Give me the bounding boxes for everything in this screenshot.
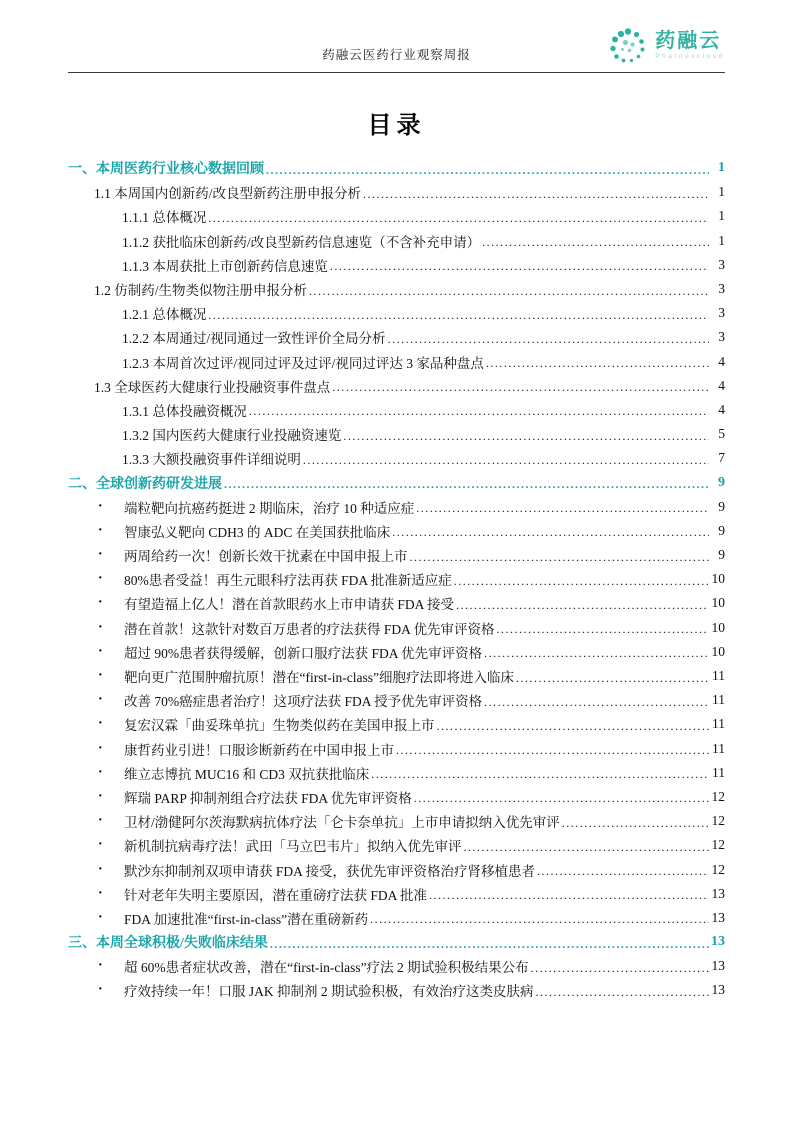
toc-entry-title: 1.2 仿制药/生物类似物注册申报分析 bbox=[94, 283, 308, 299]
toc-entry[interactable] bbox=[68, 906, 725, 930]
toc-entry-page: 10 bbox=[711, 619, 725, 635]
toc-entry-page: 3 bbox=[718, 329, 725, 345]
toc-entry[interactable] bbox=[68, 543, 725, 567]
toc-entry[interactable] bbox=[68, 882, 725, 906]
toc-entry-title: 疗效持续一年！口服 JAK 抑制剂 2 期试验积极，有效治疗这类皮肤病 bbox=[124, 984, 534, 1000]
toc-entry-title: 1.2.2 本周通过/视同通过一致性评价全局分析 bbox=[122, 331, 386, 347]
toc-entry[interactable] bbox=[68, 495, 725, 519]
toc-entry-page: 12 bbox=[711, 813, 725, 829]
bullet-icon: · bbox=[98, 813, 103, 829]
toc-entry[interactable] bbox=[68, 374, 725, 398]
toc-entry[interactable] bbox=[68, 857, 725, 881]
toc-entry-title: 针对老年失明主要原因，潜在重磅疗法获 FDA 批准 bbox=[124, 887, 428, 903]
dot-leader bbox=[392, 525, 709, 540]
toc-entry-page: 12 bbox=[711, 837, 725, 853]
dot-leader bbox=[482, 235, 709, 250]
toc-entry-page: 11 bbox=[712, 668, 725, 684]
dot-leader bbox=[414, 791, 709, 806]
bullet-icon: · bbox=[98, 837, 103, 853]
dot-leader bbox=[456, 598, 709, 613]
toc-entry-page: 1 bbox=[718, 160, 725, 176]
dot-leader bbox=[516, 671, 709, 686]
toc-entry[interactable] bbox=[68, 978, 725, 1002]
bullet-icon: · bbox=[98, 595, 103, 611]
toc-entry-page: 4 bbox=[718, 353, 725, 369]
toc-entry[interactable] bbox=[68, 325, 725, 349]
toc-entry-title: 改善 70%癌症患者治疗！这项疗法获 FDA 授予优先审评资格 bbox=[124, 694, 483, 710]
toc-entry-page: 3 bbox=[718, 281, 725, 297]
logo-text bbox=[655, 31, 725, 61]
toc-entry-page: 13 bbox=[711, 885, 725, 901]
bullet-icon: · bbox=[98, 522, 103, 538]
toc-entry-title: 二、全球创新药研发进展 bbox=[68, 476, 222, 492]
toc-entry[interactable] bbox=[68, 301, 725, 325]
dot-leader bbox=[208, 308, 709, 323]
brand-logo bbox=[608, 26, 725, 66]
toc-entry-page: 13 bbox=[711, 909, 725, 925]
dot-leader bbox=[537, 864, 709, 879]
toc-entry-title: 1.2.3 本周首次过评/视同过评及过评/视同过评达 3 家品种盘点 bbox=[122, 355, 484, 371]
bullet-icon: · bbox=[98, 668, 103, 684]
bullet-icon: · bbox=[98, 692, 103, 708]
toc-entry-page: 10 bbox=[711, 571, 725, 587]
toc-entry[interactable] bbox=[68, 567, 725, 591]
toc-entry-page: 11 bbox=[712, 716, 725, 732]
toc-entry-page: 13 bbox=[711, 958, 725, 974]
toc-entry[interactable] bbox=[68, 737, 725, 761]
bullet-icon: · bbox=[98, 547, 103, 563]
report-header-title: 药融云医药行业观察周报 bbox=[322, 48, 471, 62]
toc-entry-title: 维立志博抗 MUC16 和 CD3 双抗获批临床 bbox=[124, 766, 370, 782]
toc-entry-page: 1 bbox=[718, 208, 725, 224]
toc-entry[interactable] bbox=[68, 785, 725, 809]
page-header bbox=[68, 0, 725, 73]
toc-entry-page: 10 bbox=[711, 643, 725, 659]
toc-entry-title: 1.3.1 总体投融资概况 bbox=[122, 403, 247, 419]
toc-entry-title: 两周给药一次！创新长效干扰素在中国申报上市 bbox=[124, 549, 408, 565]
toc-entry-page: 4 bbox=[718, 401, 725, 417]
toc-entry-page: 11 bbox=[712, 740, 725, 756]
toc-entry[interactable] bbox=[68, 616, 725, 640]
toc-entry-title: 1.1.1 总体概况 bbox=[122, 210, 207, 226]
toc-entry-title: 三、本周全球积极/失败临床结果 bbox=[68, 936, 268, 952]
toc-entry-title: FDA 加速批准“first-in-class”潜在重磅新药 bbox=[124, 911, 369, 927]
dot-leader bbox=[343, 429, 709, 444]
toc-entry-title: 智康弘义靶向 CDH3 的 ADC 在美国获批临床 bbox=[124, 524, 391, 540]
dot-leader bbox=[484, 695, 709, 710]
toc-entry[interactable] bbox=[68, 253, 725, 277]
dot-leader bbox=[464, 840, 710, 855]
toc-entry-title: 1.1 本周国内创新药/改良型新药注册申报分析 bbox=[94, 186, 362, 202]
toc-entry-page: 3 bbox=[718, 256, 725, 272]
toc-entry-title: 辉瑞 PARP 抑制剂组合疗法获 FDA 优先审评资格 bbox=[124, 790, 412, 806]
logo-brand-name: 药融云 bbox=[655, 30, 722, 53]
bullet-icon: · bbox=[98, 861, 103, 877]
toc-entry[interactable] bbox=[68, 954, 725, 978]
toc-entry[interactable] bbox=[68, 664, 725, 688]
toc-entry-title: 1.1.2 获批临床创新药/改良型新药信息速览（不含补充申请） bbox=[122, 234, 481, 250]
toc-entry-title: 1.3.2 国内医药大健康行业投融资速览 bbox=[122, 428, 342, 444]
toc-entry[interactable] bbox=[68, 398, 725, 422]
dot-leader bbox=[270, 937, 709, 952]
dot-leader bbox=[484, 646, 709, 661]
toc-entry-page: 9 bbox=[718, 547, 725, 563]
toc-entry[interactable] bbox=[68, 422, 725, 446]
toc-entry[interactable] bbox=[68, 833, 725, 857]
toc-entry[interactable] bbox=[68, 591, 725, 615]
toc-entry[interactable] bbox=[68, 930, 725, 954]
toc-entry-title: 1.3 全球医药大健康行业投融资事件盘点 bbox=[94, 379, 331, 395]
toc-entry-title: 一、本周医药行业核心数据回顾 bbox=[68, 162, 264, 178]
toc-entry[interactable] bbox=[68, 277, 725, 301]
dot-leader bbox=[416, 501, 709, 516]
toc-entry-page: 9 bbox=[718, 522, 725, 538]
toc-entry-page: 9 bbox=[718, 474, 725, 490]
table-of-contents bbox=[68, 156, 725, 1003]
toc-entry-title: 1.1.3 本周获批上市创新药信息速览 bbox=[122, 258, 328, 274]
toc-entry[interactable] bbox=[68, 180, 725, 204]
toc-entry-page: 10 bbox=[711, 595, 725, 611]
toc-entry-page: 7 bbox=[718, 450, 725, 466]
toc-entry-title: 卫材/渤健阿尔茨海默病抗体疗法「仑卡奈单抗」上市申请拟纳入优先审评 bbox=[124, 815, 560, 831]
bullet-icon: · bbox=[98, 982, 103, 998]
toc-entry-page: 11 bbox=[712, 764, 725, 780]
dot-leader bbox=[309, 284, 709, 299]
toc-entry-title: 1.3.3 大额投融资事件详细说明 bbox=[122, 452, 301, 468]
toc-entry[interactable] bbox=[68, 640, 725, 664]
toc-entry[interactable] bbox=[68, 446, 725, 470]
bullet-icon: · bbox=[98, 716, 103, 732]
toc-entry-page: 5 bbox=[718, 426, 725, 442]
toc-entry[interactable] bbox=[68, 470, 725, 494]
toc-entry-title: 1.2.1 总体概况 bbox=[122, 307, 207, 323]
toc-entry-page: 1 bbox=[718, 232, 725, 248]
bullet-icon: · bbox=[98, 571, 103, 587]
dot-leader bbox=[224, 477, 709, 492]
dot-leader bbox=[429, 888, 709, 903]
toc-entry[interactable] bbox=[68, 809, 725, 833]
toc-entry[interactable] bbox=[68, 156, 725, 180]
bullet-icon: · bbox=[98, 885, 103, 901]
toc-entry-page: 11 bbox=[712, 692, 725, 708]
toc-entry-title: 80%患者受益！再生元眼科疗法再获 FDA 批准新适应症 bbox=[124, 573, 452, 589]
bullet-icon: · bbox=[98, 764, 103, 780]
dot-leader bbox=[536, 985, 709, 1000]
dot-leader bbox=[371, 767, 709, 782]
toc-entry-page: 12 bbox=[711, 861, 725, 877]
toc-entry-page: 4 bbox=[718, 377, 725, 393]
bullet-icon: · bbox=[98, 498, 103, 514]
dot-leader bbox=[396, 743, 709, 758]
bullet-icon: · bbox=[98, 619, 103, 635]
toc-entry[interactable] bbox=[68, 688, 725, 712]
dot-leader bbox=[330, 259, 709, 274]
toc-entry-title: 康哲药业引进！口服诊断新药在中国申报上市 bbox=[124, 742, 394, 758]
dot-leader bbox=[486, 356, 709, 371]
toc-entry-page: 1 bbox=[718, 184, 725, 200]
toc-entry-page: 13 bbox=[711, 982, 725, 998]
dot-leader bbox=[332, 380, 709, 395]
toc-entry-title: 复宏汉霖「曲妥珠单抗」生物类似药在美国申报上市 bbox=[124, 718, 435, 734]
toc-entry-title: 有望造福上亿人！潜在首款眼药水上市申请获 FDA 接受 bbox=[124, 597, 455, 613]
bullet-icon: · bbox=[98, 740, 103, 756]
toc-entry[interactable] bbox=[68, 761, 725, 785]
toc-entry[interactable] bbox=[68, 229, 725, 253]
toc-entry-title: 潜在首款！这款针对数百万患者的疗法获得 FDA 优先审评资格 bbox=[124, 621, 495, 637]
dot-leader bbox=[437, 719, 710, 734]
toc-entry-page: 12 bbox=[711, 788, 725, 804]
bullet-icon: · bbox=[98, 958, 103, 974]
bullet-icon: · bbox=[98, 909, 103, 925]
dot-leader bbox=[410, 550, 710, 565]
dot-leader bbox=[363, 187, 709, 202]
toc-entry-title: 超过 90%患者获得缓解，创新口服疗法获 FDA 优先审评资格 bbox=[124, 645, 483, 661]
dot-leader bbox=[388, 332, 709, 347]
toc-entry-page: 13 bbox=[711, 934, 725, 950]
toc-entry-page: 3 bbox=[718, 305, 725, 321]
dot-leader bbox=[497, 622, 709, 637]
bullet-icon: · bbox=[98, 643, 103, 659]
toc-entry-page: 9 bbox=[718, 498, 725, 514]
dot-leader bbox=[208, 211, 709, 226]
dot-leader bbox=[370, 912, 709, 927]
toc-entry-title: 超 60%患者症状改善，潜在“first-in-class”疗法 2 期试验积极结果公布 bbox=[124, 960, 529, 976]
dotted-cloud-logo-icon bbox=[608, 26, 648, 66]
toc-entry-title: 端粒靶向抗癌药挺进 2 期临床，治疗 10 种适应症 bbox=[124, 500, 415, 516]
toc-entry[interactable] bbox=[68, 519, 725, 543]
dot-leader bbox=[249, 404, 709, 419]
toc-entry[interactable] bbox=[68, 712, 725, 736]
logo-brand-subtitle: Pharnexcloud bbox=[655, 53, 725, 61]
toc-entry[interactable] bbox=[68, 350, 725, 374]
dot-leader bbox=[266, 163, 709, 178]
toc-entry-title: 默沙东抑制剂双项申请获 FDA 接受，获优先审评资格治疗肾移植患者 bbox=[124, 863, 536, 879]
dot-leader bbox=[531, 961, 709, 976]
toc-page-title: 目录 bbox=[367, 113, 426, 139]
dot-leader bbox=[454, 574, 709, 589]
toc-entry-title: 新机制抗病毒疗法！武田「马立巴韦片」拟纳入优先审评 bbox=[124, 839, 462, 855]
dot-leader bbox=[562, 816, 709, 831]
bullet-icon: · bbox=[98, 788, 103, 804]
dot-leader bbox=[303, 453, 709, 468]
toc-entry-title: 靶向更广范围肿瘤抗原！潜在“first-in-class”细胞疗法即将进入临床 bbox=[124, 670, 514, 686]
toc-entry[interactable] bbox=[68, 204, 725, 228]
